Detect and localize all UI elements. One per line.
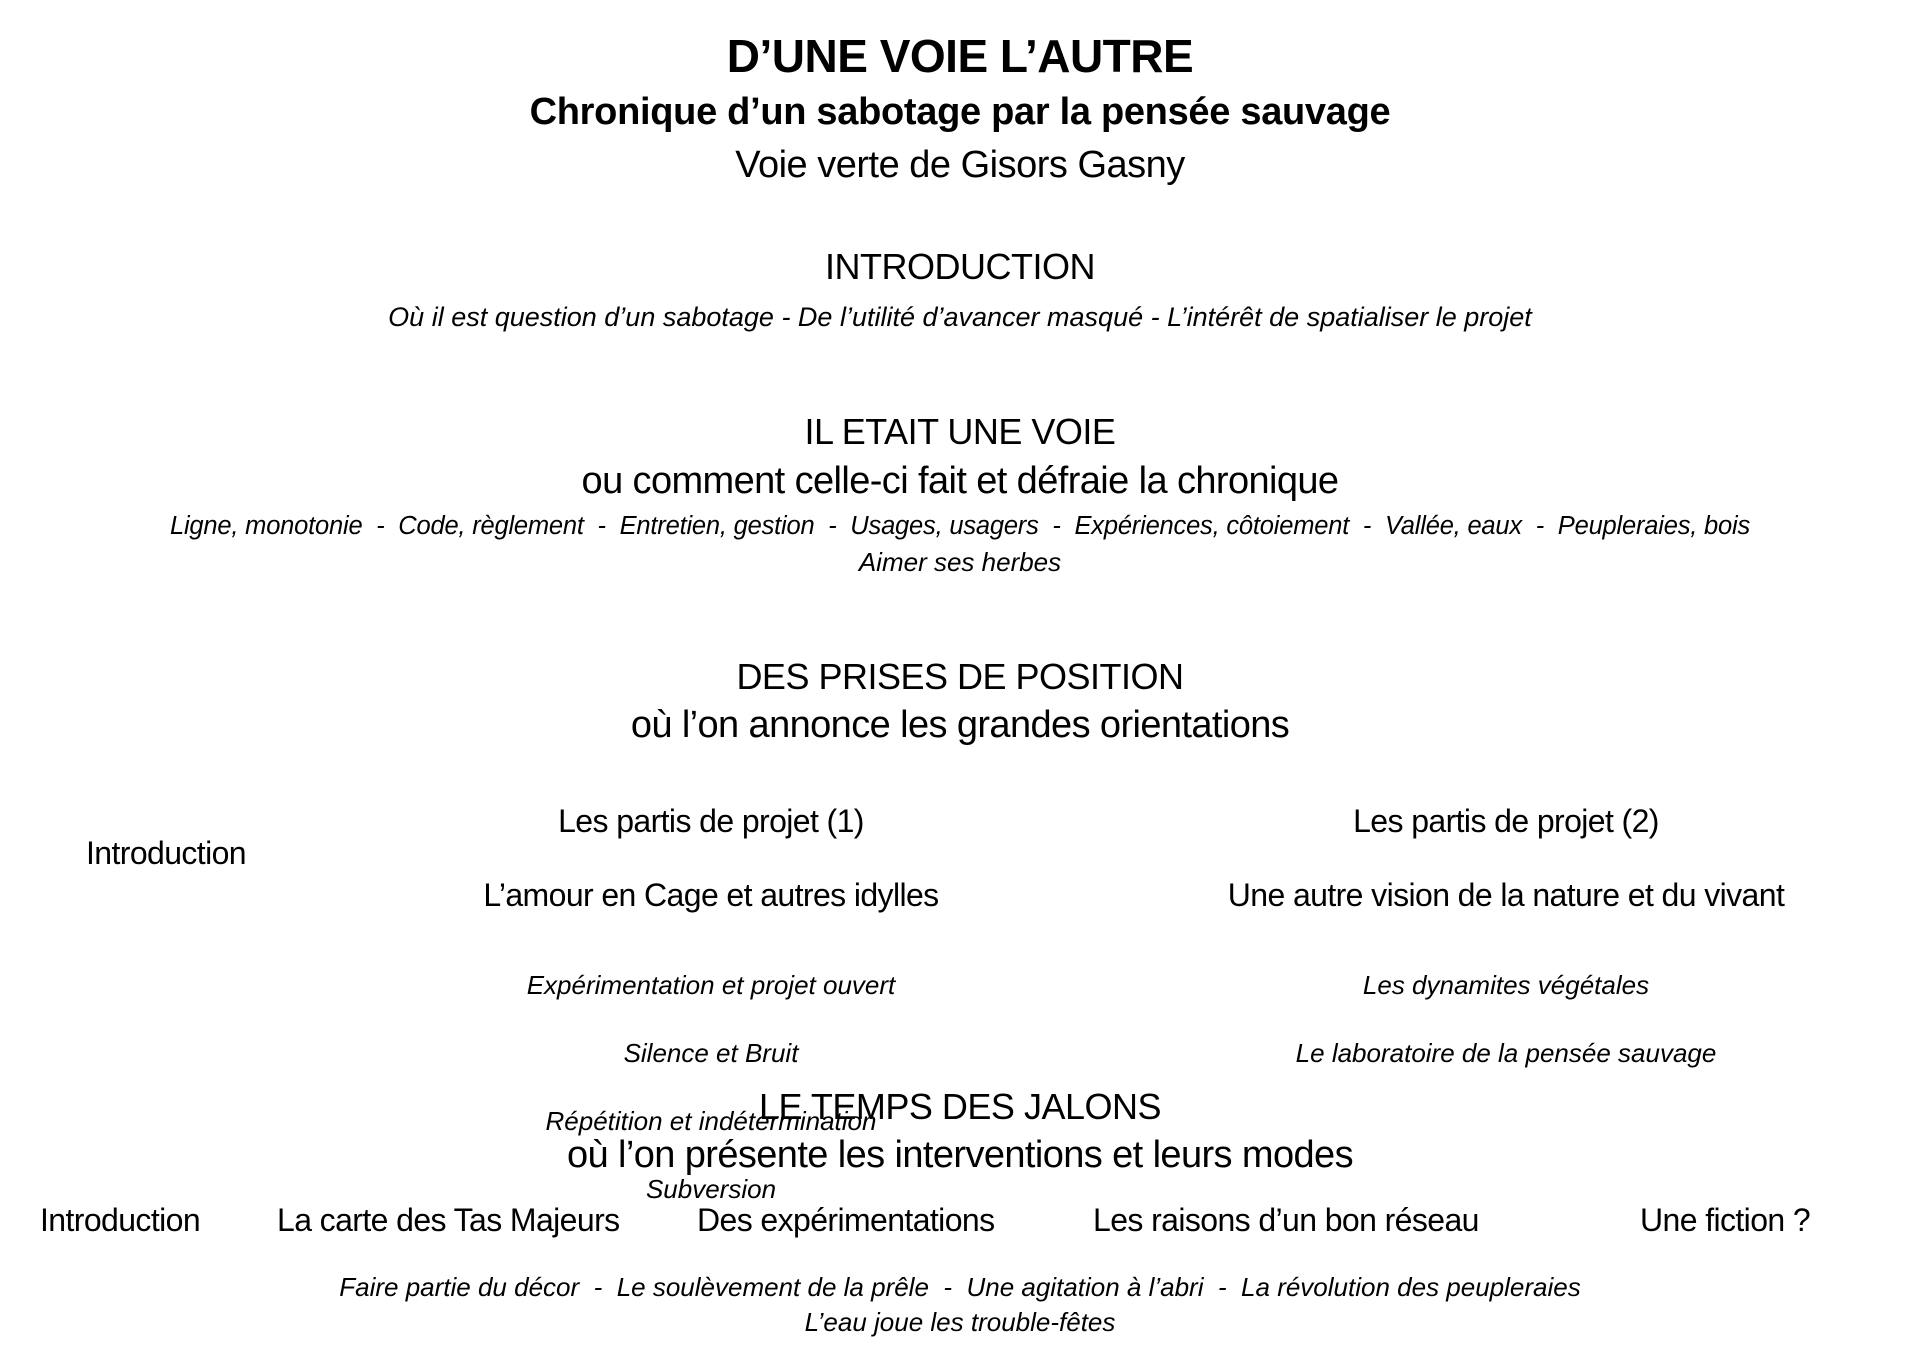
- column-title: Les partis de projet (2): [1353, 803, 1659, 839]
- column-subtitle: L’amour en Cage et autres idylles: [483, 877, 939, 913]
- section-subheading: où l’on présente les interventions et leurs modes: [567, 1134, 1353, 1176]
- document-title: D’UNE VOIE L’AUTRE: [726, 30, 1194, 82]
- document-subtitle: Chronique d’un sabotage par la pensée sauvage: [529, 91, 1391, 133]
- jalon-item-carte: La carte des Tas Majeurs: [277, 1202, 620, 1238]
- column-topic: Les dynamites végétales: [1362, 970, 1650, 1000]
- column-topic: Expérimentation et projet ouvert: [526, 970, 896, 1000]
- section-topics-line-2: L’eau joue les trouble-fêtes: [804, 1307, 1116, 1337]
- column-topic: Subversion: [645, 1174, 777, 1204]
- section-topics-line-2: Aimer ses herbes: [858, 547, 1062, 577]
- section-topics: Où il est question d’un sabotage - De l’utilité d’avancer masqué - L’intérêt de spatialiser le projet: [388, 302, 1532, 332]
- section-topics-line-1: Faire partie du décor - Le soulèvement de la prêle - Une agitation à l’abri - La révolution des peupleraies: [339, 1272, 1581, 1302]
- section-subheading: où l’on annonce les grandes orientations: [630, 704, 1290, 746]
- section-heading: LE TEMPS DES JALONS: [759, 1086, 1161, 1127]
- column-topic: Répétition et indétermination: [545, 1106, 877, 1136]
- section-subheading: ou comment celle-ci fait et défraie la chronique: [581, 460, 1339, 502]
- column-topic: Le laboratoire de la pensée sauvage: [1295, 1038, 1717, 1068]
- column-subtitle: Une autre vision de la nature et du vivant: [1227, 877, 1785, 913]
- document-place: Voie verte de Gisors Gasny: [735, 144, 1185, 186]
- jalon-item-experimentations: Des expérimentations: [697, 1202, 995, 1238]
- section-heading: IL ETAIT UNE VOIE: [804, 411, 1116, 452]
- column-partis-2: [1156, 773, 1856, 1098]
- column-introduction: [60, 773, 272, 933]
- column-topic: Silence et Bruit: [623, 1038, 799, 1068]
- jalon-item-introduction: Introduction: [40, 1202, 201, 1238]
- column-title: Les partis de projet (1): [558, 803, 864, 839]
- section-heading: INTRODUCTION: [825, 246, 1095, 287]
- section-heading: DES PRISES DE POSITION: [736, 656, 1184, 697]
- jalon-item-reseau: Les raisons d’un bon réseau: [1093, 1202, 1479, 1238]
- section-topics-line-1: Ligne, monotonie - Code, règlement - Entretien, gestion - Usages, usagers - Expériences, côtoiement - Vallée, eaux - Peupleraies, bois: [169, 512, 1750, 540]
- jalon-item-fiction: Une fiction ?: [1640, 1202, 1811, 1238]
- column-title: Introduction: [85, 835, 247, 871]
